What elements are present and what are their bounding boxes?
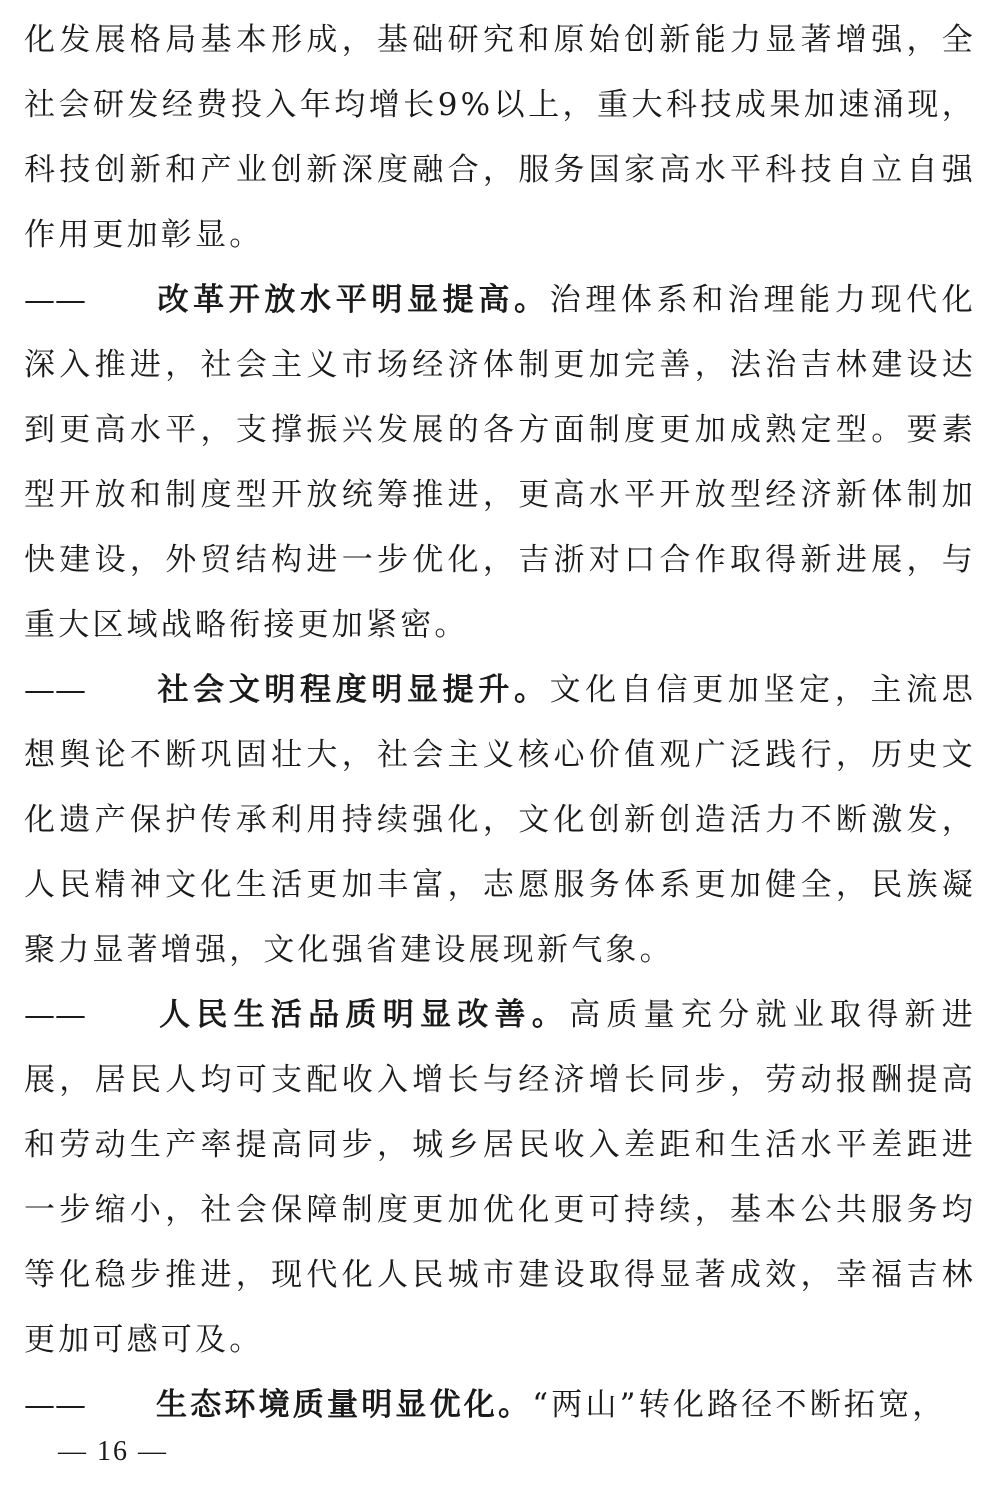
paragraph-heading: 人民生活品质明显改善。 [156, 997, 570, 1033]
paragraph-heading: 生态环境质量明显优化。 [156, 1387, 533, 1423]
paragraph-civilization [24, 658, 976, 983]
paragraph-livelihood [24, 983, 976, 1373]
page-number: — 16 — [58, 1436, 168, 1467]
paragraph-heading: 改革开放水平明显提高。 [156, 282, 550, 318]
paragraph-reform [24, 268, 976, 658]
em-dash: —— [24, 1387, 86, 1423]
em-dash: —— [24, 672, 86, 708]
paragraph-text: 文化自信更加坚定，主流思想舆论不断巩固壮大，社会主义核心价值观广泛践行，历史文化遗产保护传承利用持续强化，文化创新创造活力不断激发，人民精神文化生活更加丰富，志愿服务体系更加健全，民族凝聚力显著增强，文化强省建设展现新气象。 [24, 672, 976, 968]
paragraph-text: 化发展格局基本形成，基础研究和原始创新能力显著增强，全社会研发经费投入年均增长9%以上，重大科技成果加速涌现，科技创新和产业创新深度融合，服务国家高水平科技自立自强作用更加彰显。 [24, 22, 976, 253]
paragraph-ecology [24, 1373, 976, 1438]
paragraph-text: 治理体系和治理能力现代化深入推进，社会主义市场经济体制更加完善，法治吉林建设达到更高水平，支撑振兴发展的各方面制度更加成熟定型。要素型开放和制度型开放统筹推进，更高水平开放型经济新体制加快建设，外贸结构进一步优化，吉浙对口合作取得新进展，与重大区域战略衔接更加紧密。 [24, 282, 976, 643]
paragraph-heading: 社会文明程度明显提升。 [156, 672, 550, 708]
em-dash: —— [24, 997, 86, 1033]
paragraph-text: “两山”转化路径不断拓宽， [532, 1387, 947, 1423]
document-body [24, 8, 976, 1438]
paragraph-text: 高质量充分就业取得新进展，居民人均可支配收入增长与经济增长同步，劳动报酬提高和劳动生产率提高同步，城乡居民收入差距和生活水平差距进一步缩小，社会保障制度更加优化更可持续，基本公共服务均等化稳步推进，现代化人民城市建设取得显著成效，幸福吉林更加可感可及。 [24, 997, 977, 1358]
em-dash: —— [24, 282, 86, 318]
paragraph-intro [24, 8, 976, 268]
